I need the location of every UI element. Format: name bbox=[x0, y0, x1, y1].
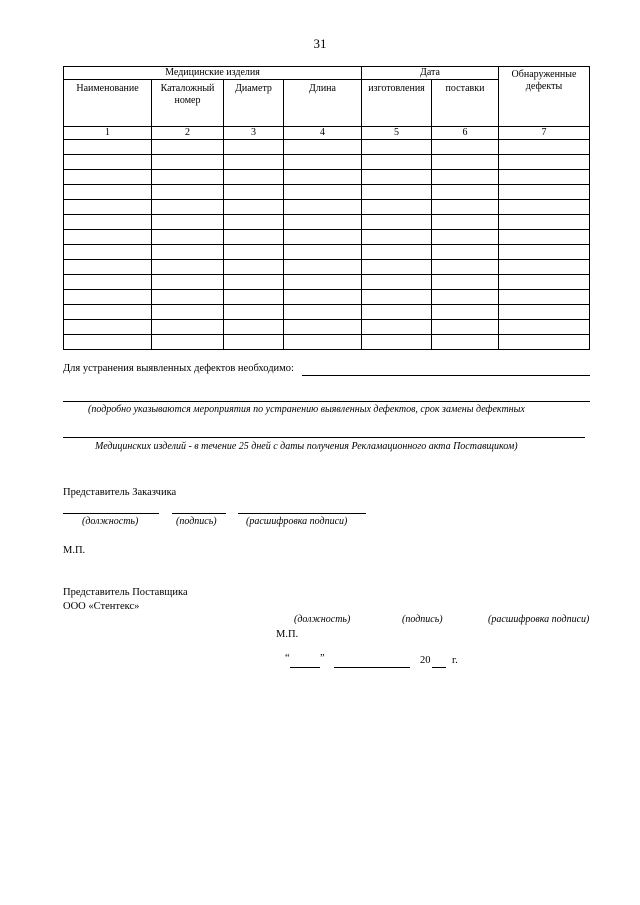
table-cell[interactable] bbox=[432, 155, 499, 170]
header-delivery: поставки bbox=[432, 80, 499, 127]
header-date: Дата bbox=[362, 67, 499, 80]
customer-decoding-caption: (расшифровка подписи) bbox=[246, 516, 348, 527]
table-cell[interactable] bbox=[362, 230, 432, 245]
header-name: Наименование bbox=[64, 80, 152, 127]
table-cell[interactable] bbox=[362, 185, 432, 200]
column-number: 5 bbox=[362, 127, 432, 140]
supplier-position-caption: (должность) bbox=[294, 614, 351, 625]
customer-stamp: М.П. bbox=[63, 545, 86, 556]
table-cell[interactable] bbox=[362, 245, 432, 260]
table-cell[interactable] bbox=[224, 275, 284, 290]
table-row bbox=[64, 230, 590, 245]
customer-position-caption: (должность) bbox=[82, 516, 139, 527]
table-cell[interactable] bbox=[284, 245, 362, 260]
table-cell[interactable] bbox=[432, 215, 499, 230]
customer-signature-caption: (подпись) bbox=[176, 516, 217, 527]
table-cell[interactable] bbox=[432, 230, 499, 245]
table-cell[interactable] bbox=[432, 335, 499, 350]
table-cell[interactable] bbox=[362, 155, 432, 170]
table-cell[interactable] bbox=[499, 275, 590, 290]
table-cell[interactable] bbox=[362, 275, 432, 290]
table-cell[interactable] bbox=[499, 230, 590, 245]
defects-label: Для устранения выявленных дефектов необходимо: bbox=[63, 363, 294, 374]
table-cell[interactable] bbox=[499, 155, 590, 170]
table-cell[interactable] bbox=[224, 170, 284, 185]
table-cell[interactable] bbox=[64, 335, 152, 350]
table-cell[interactable] bbox=[432, 305, 499, 320]
table-row bbox=[64, 185, 590, 200]
table-cell[interactable] bbox=[499, 185, 590, 200]
table-cell[interactable] bbox=[362, 305, 432, 320]
table-cell[interactable] bbox=[499, 290, 590, 305]
customer-representative-title: Представитель Заказчика bbox=[63, 487, 177, 498]
table-row bbox=[64, 275, 590, 290]
table-cell[interactable] bbox=[224, 185, 284, 200]
table-cell[interactable] bbox=[499, 245, 590, 260]
table-cell[interactable] bbox=[284, 230, 362, 245]
header-catalog-number: Каталожный номер bbox=[152, 80, 224, 127]
table-cell[interactable] bbox=[499, 215, 590, 230]
table-cell[interactable] bbox=[152, 305, 224, 320]
column-numbers-row bbox=[64, 127, 590, 140]
table-cell[interactable] bbox=[284, 155, 362, 170]
column-number: 1 bbox=[64, 127, 152, 140]
supplier-representative-title: Представитель Поставщика bbox=[63, 587, 188, 598]
table-cell[interactable] bbox=[64, 155, 152, 170]
date-close-quote: ” bbox=[320, 653, 325, 664]
defects-table bbox=[63, 66, 590, 350]
table-row bbox=[64, 155, 590, 170]
table-cell[interactable] bbox=[432, 245, 499, 260]
table-cell[interactable] bbox=[284, 200, 362, 215]
defects-fill-line-3[interactable] bbox=[63, 437, 585, 438]
table-cell[interactable] bbox=[152, 185, 224, 200]
table-cell[interactable] bbox=[152, 260, 224, 275]
table-cell[interactable] bbox=[64, 230, 152, 245]
table-cell[interactable] bbox=[499, 140, 590, 155]
table-cell[interactable] bbox=[152, 230, 224, 245]
table-cell[interactable] bbox=[224, 305, 284, 320]
table-cell[interactable] bbox=[432, 170, 499, 185]
table-cell[interactable] bbox=[362, 320, 432, 335]
table-row bbox=[64, 215, 590, 230]
date-year-line[interactable] bbox=[432, 667, 446, 668]
table-cell[interactable] bbox=[284, 305, 362, 320]
table-cell[interactable] bbox=[64, 305, 152, 320]
table-cell[interactable] bbox=[224, 230, 284, 245]
table-cell[interactable] bbox=[284, 275, 362, 290]
table-cell[interactable] bbox=[499, 200, 590, 215]
table-cell[interactable] bbox=[152, 245, 224, 260]
table-cell[interactable] bbox=[224, 320, 284, 335]
table-cell[interactable] bbox=[362, 335, 432, 350]
header-manufacture: изготовления bbox=[362, 80, 432, 127]
table-cell[interactable] bbox=[152, 275, 224, 290]
table-cell[interactable] bbox=[362, 200, 432, 215]
customer-signature-line[interactable] bbox=[172, 513, 226, 514]
table-cell[interactable] bbox=[499, 335, 590, 350]
defects-hint-2: Медицинских изделий - в течение 25 дней с даты получения Рекламационного акта Поставщиком) bbox=[95, 441, 518, 452]
table-cell[interactable] bbox=[224, 140, 284, 155]
table-row bbox=[64, 290, 590, 305]
customer-position-line[interactable] bbox=[63, 513, 159, 514]
table-cell[interactable] bbox=[64, 140, 152, 155]
table-cell[interactable] bbox=[224, 215, 284, 230]
defects-hint-1: (подробно указываются мероприятия по устранению выявленных дефектов, срок замены дефектных bbox=[88, 404, 525, 415]
date-month-line[interactable] bbox=[334, 667, 410, 668]
table-cell[interactable] bbox=[284, 140, 362, 155]
table-cell[interactable] bbox=[224, 200, 284, 215]
header-length: Длина bbox=[284, 80, 362, 127]
table-cell[interactable] bbox=[152, 320, 224, 335]
table-cell[interactable] bbox=[362, 215, 432, 230]
date-year-prefix: 20 bbox=[420, 655, 431, 666]
date-open-quote: “ bbox=[285, 653, 290, 664]
page-number: 31 bbox=[313, 36, 327, 51]
table-row bbox=[64, 335, 590, 350]
table-row bbox=[64, 260, 590, 275]
table-cell[interactable] bbox=[284, 290, 362, 305]
table-cell[interactable] bbox=[152, 200, 224, 215]
table-cell[interactable] bbox=[64, 215, 152, 230]
header-diameter: Диаметр bbox=[224, 80, 284, 127]
table-cell[interactable] bbox=[152, 290, 224, 305]
table-cell[interactable] bbox=[362, 140, 432, 155]
table-row bbox=[64, 320, 590, 335]
defects-fill-line-2[interactable] bbox=[63, 401, 590, 402]
table-cell[interactable] bbox=[432, 260, 499, 275]
table-cell[interactable] bbox=[64, 245, 152, 260]
table-body bbox=[64, 140, 590, 350]
table-cell[interactable] bbox=[224, 260, 284, 275]
table-cell[interactable] bbox=[64, 170, 152, 185]
table-cell[interactable] bbox=[284, 215, 362, 230]
table-cell[interactable] bbox=[152, 140, 224, 155]
table-cell[interactable] bbox=[284, 320, 362, 335]
table-cell[interactable] bbox=[362, 260, 432, 275]
table-cell[interactable] bbox=[64, 275, 152, 290]
table-row bbox=[64, 305, 590, 320]
customer-decoding-line[interactable] bbox=[238, 513, 366, 514]
table-cell[interactable] bbox=[152, 170, 224, 185]
table-cell[interactable] bbox=[432, 200, 499, 215]
table-cell[interactable] bbox=[284, 185, 362, 200]
supplier-signature-caption: (подпись) bbox=[402, 614, 443, 625]
table-cell[interactable] bbox=[224, 335, 284, 350]
table-cell[interactable] bbox=[224, 245, 284, 260]
table-cell[interactable] bbox=[64, 260, 152, 275]
column-number: 6 bbox=[432, 127, 499, 140]
defects-fill-line[interactable] bbox=[302, 375, 590, 376]
table-cell[interactable] bbox=[432, 140, 499, 155]
header-defects: Обнаруженные дефекты bbox=[499, 67, 590, 127]
table-cell[interactable] bbox=[284, 260, 362, 275]
table-cell[interactable] bbox=[224, 155, 284, 170]
supplier-stamp: М.П. bbox=[276, 629, 299, 640]
table-cell[interactable] bbox=[499, 260, 590, 275]
table-cell[interactable] bbox=[362, 290, 432, 305]
table-cell[interactable] bbox=[152, 155, 224, 170]
table-cell[interactable] bbox=[499, 305, 590, 320]
table-cell[interactable] bbox=[432, 320, 499, 335]
table-cell[interactable] bbox=[64, 290, 152, 305]
table-cell[interactable] bbox=[284, 170, 362, 185]
table-cell[interactable] bbox=[432, 290, 499, 305]
date-day-line[interactable] bbox=[290, 667, 320, 668]
table-cell[interactable] bbox=[64, 185, 152, 200]
table-cell[interactable] bbox=[499, 170, 590, 185]
supplier-decoding-caption: (расшифровка подписи) bbox=[488, 614, 590, 625]
column-number: 4 bbox=[284, 127, 362, 140]
table-cell[interactable] bbox=[224, 290, 284, 305]
date-year-suffix: г. bbox=[452, 655, 458, 666]
supplier-company: ООО «Стентекс» bbox=[63, 601, 140, 612]
table-cell[interactable] bbox=[64, 320, 152, 335]
table-row bbox=[64, 200, 590, 215]
column-number: 3 bbox=[224, 127, 284, 140]
table-row bbox=[64, 140, 590, 155]
table-cell[interactable] bbox=[432, 185, 499, 200]
table-row bbox=[64, 245, 590, 260]
table-row bbox=[64, 170, 590, 185]
table-cell[interactable] bbox=[64, 200, 152, 215]
table-cell[interactable] bbox=[152, 215, 224, 230]
table-cell[interactable] bbox=[499, 320, 590, 335]
column-number: 2 bbox=[152, 127, 224, 140]
table-cell[interactable] bbox=[284, 335, 362, 350]
header-medical-devices: Медицинские изделия bbox=[64, 67, 362, 80]
table-cell[interactable] bbox=[362, 170, 432, 185]
table-cell[interactable] bbox=[152, 335, 224, 350]
table-cell[interactable] bbox=[432, 275, 499, 290]
column-number: 7 bbox=[499, 127, 590, 140]
